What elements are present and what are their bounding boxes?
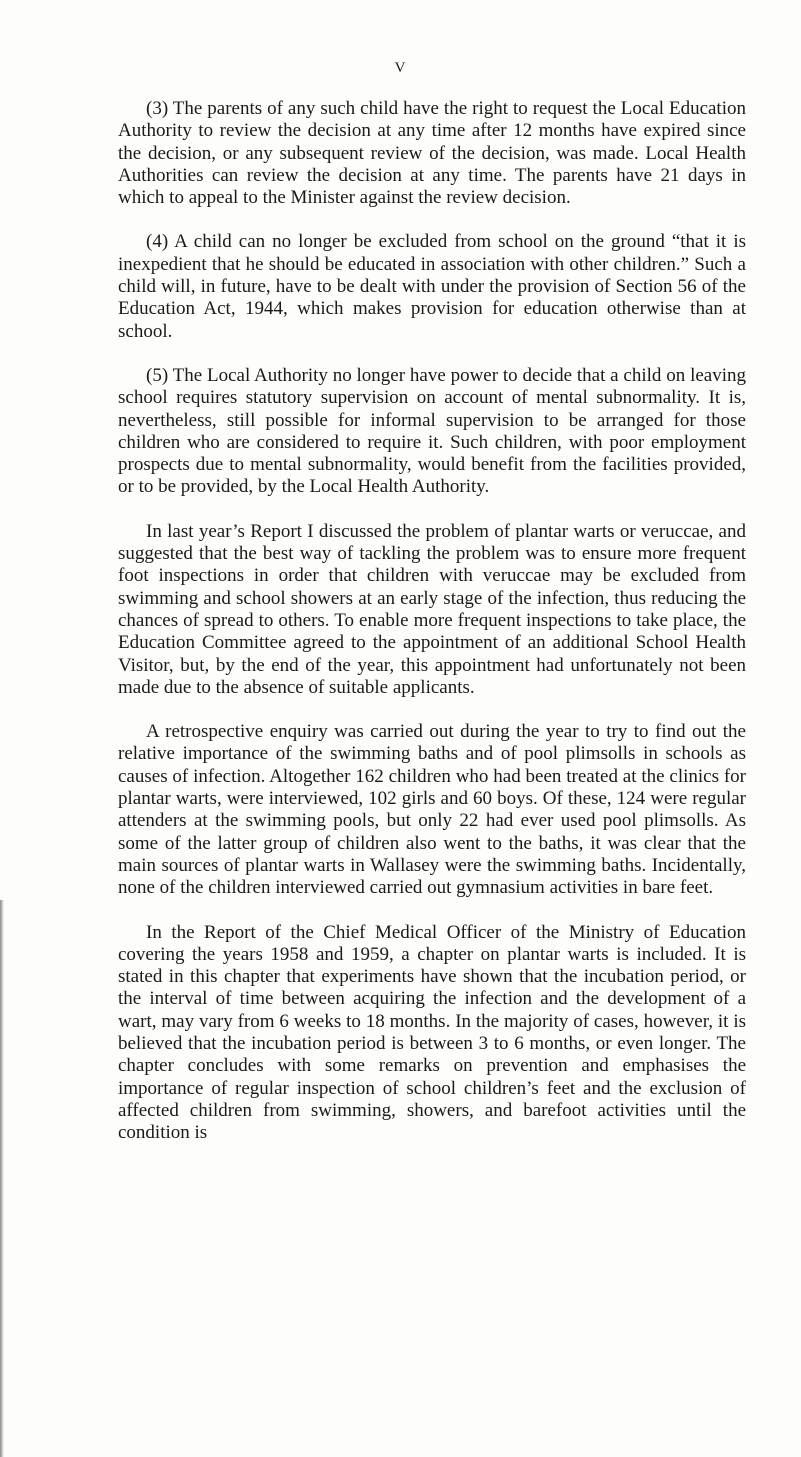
- body-text: [118, 98, 746, 1144]
- binding-shadow: [0, 900, 4, 1457]
- paragraph-exclusion-from-school: (4) A child can no longer be excluded from school on the ground “that it is inexpedient that he should be educated in association with other children.” Such a child will, in future, have to be dealt with under the provision of Section 56 of the Education Act, 1944, which makes provision for education otherwise than at school.: [118, 231, 746, 342]
- paragraph-chief-medical-officer-report: In the Report of the Chief Medical Officer of the Ministry of Education covering the years 1958 and 1959, a chapter on plantar warts is included. It is stated in this chapter that experiments have shown that the incubation period, or the interval of time between acquiring the infection and the development of a wart, may vary from 6 weeks to 18 months. In the majority of cases, however, it is believed that the incubation period is between 3 to 6 months, or even longer. The chapter concludes with some remarks on prevention and emphasises the importance of regular inspection of school children’s feet and the exclusion of affected children from swimming, showers, and barefoot activities until the condition is: [118, 921, 746, 1144]
- paragraph-statutory-supervision: (5) The Local Authority no longer have power to decide that a child on leaving school requires statutory supervision on account of mental subnormality. It is, nevertheless, still possible for informal supervision to be arranged for those children who are considered to require it. Such children, with poor employment prospects due to mental subnormality, would benefit from the facilities provided, or to be provided, by the Local Health Authority.: [118, 364, 746, 498]
- paragraph-retrospective-enquiry: A retrospective enquiry was carried out during the year to try to find out the relative importance of the swimming baths and of pool plimsolls in schools as causes of infection. Altogether 162 children who had been treated at the clinics for plantar warts, were interviewed, 102 girls and 60 boys. Of these, 124 were regular attenders at the swimming pools, but only 22 had ever used pool plimsolls. As some of the latter group of children also went to the baths, it was clear that the main sources of plantar warts in Wallasey were the swimming baths. Incidentally, none of the children interviewed carried out gymnasium activities in bare feet.: [118, 721, 746, 899]
- paragraph-plantar-warts-report: In last year’s Report I discussed the problem of plantar warts or veruccae, and suggested that the best way of tackling the problem was to ensure more frequent foot inspections in order that children with veruccae may be excluded from swimming and school showers at an early stage of the infection, thus reducing the chances of spread to others. To enable more frequent inspections to take place, the Education Committee agreed to the appointment of an additional School Health Visitor, but, by the end of the year, this appointment had unfortunately not been made due to the absence of suitable applicants.: [118, 520, 746, 698]
- page-number: V: [394, 60, 407, 76]
- paragraph-parent-review-rights: (3) The parents of any such child have the right to request the Local Education Authority to review the decision at any time after 12 months have expired since the decision, or any subsequent review of the decision, was made. Local Health Authorities can review the decision at any time. The parents have 21 days in which to appeal to the Minister against the review decision.: [118, 98, 746, 209]
